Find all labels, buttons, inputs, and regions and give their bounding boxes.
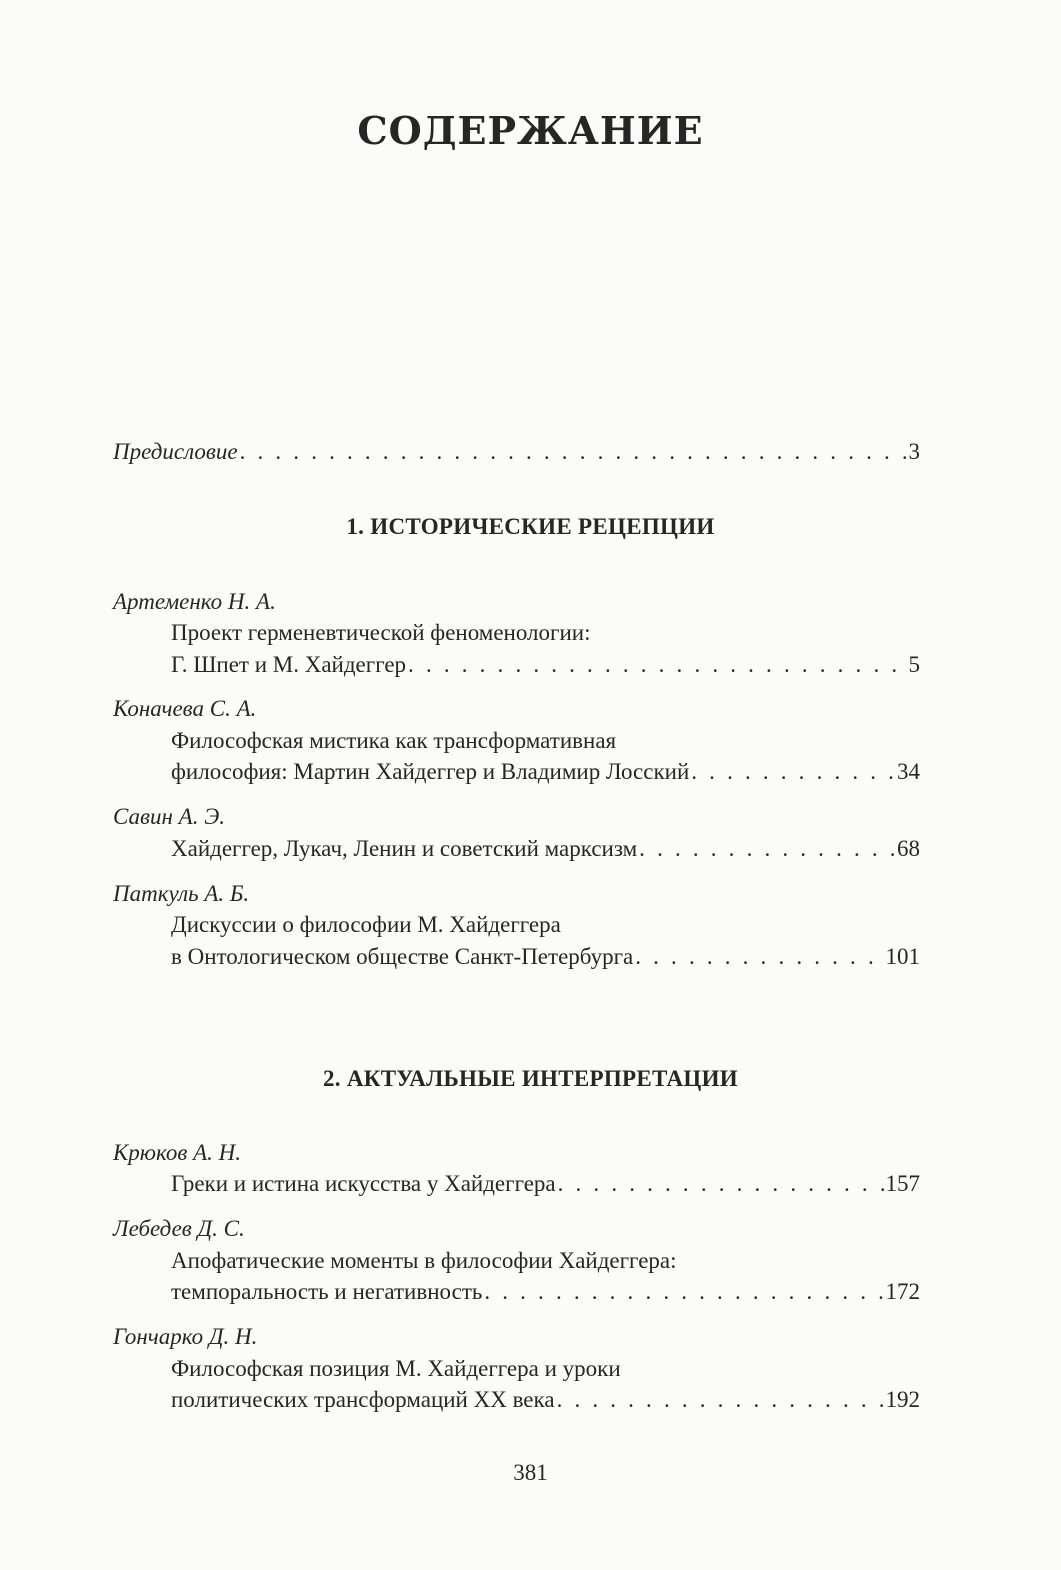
entry-title-line <box>171 1169 920 1199</box>
page-number: 381 <box>513 1460 548 1485</box>
entry-title-line <box>171 910 920 940</box>
page-ref: 101 <box>885 944 920 969</box>
leader-dots <box>635 942 883 972</box>
entry-title-text: Хайдеггер, Лукач, Ленин и советский марксизм <box>171 836 638 861</box>
entry-author: Крюков А. Н. <box>113 1140 242 1165</box>
section-heading: 1. ИСТОРИЧЕСКИЕ РЕЦЕПЦИИ <box>346 514 715 539</box>
toc-entry-preface <box>113 437 920 467</box>
entry-author: Коначева С. А. <box>113 696 257 721</box>
entry-title-text: Проект герменевтической феноменологии: <box>171 620 591 645</box>
entry-title-text: темпоральность и негативность <box>171 1279 483 1304</box>
page-ref: 34 <box>897 759 920 784</box>
leader-dots <box>639 834 895 864</box>
entry-title-text: Греки и истина искусства у Хайдеггера <box>171 1171 556 1196</box>
page-title: СОДЕРЖАНИЕ <box>357 108 704 153</box>
leader-dots <box>408 650 906 680</box>
entry-title-text: Апофатические моменты в философии Хайдеггера: <box>171 1248 677 1273</box>
page-ref: 5 <box>908 652 920 677</box>
entry-title-line <box>171 1385 920 1415</box>
entry-title-text: в Онтологическом обществе Санкт-Петербурга <box>171 944 634 969</box>
entry-author: Паткуль А. Б. <box>113 881 250 906</box>
page-ref: 172 <box>885 1279 920 1304</box>
entry-title-line <box>171 1354 920 1384</box>
page-ref: 3 <box>908 439 920 464</box>
entry-title-text: философия: Мартин Хайдеггер и Владимир Лосский <box>171 759 690 784</box>
entry-title-text: Дискуссии о философии М. Хайдеггера <box>171 912 561 937</box>
leader-dots <box>691 757 895 787</box>
page-ref: 157 <box>885 1171 920 1196</box>
entry-title-line <box>171 942 920 972</box>
entry-title-line <box>171 726 920 756</box>
entry-author: Лебедев Д. С. <box>113 1216 245 1241</box>
entry-title-text: политических трансформаций XX века <box>171 1387 555 1412</box>
entry-title-line <box>171 1277 920 1307</box>
leader-dots <box>240 437 907 467</box>
leader-dots <box>558 1169 884 1199</box>
page-ref: 68 <box>897 836 920 861</box>
entry-author: Савин А. Э. <box>113 804 226 829</box>
leader-dots <box>557 1385 884 1415</box>
entry-title-line <box>171 757 920 787</box>
entry-title-text: Г. Шпет и М. Хайдеггер <box>171 652 407 677</box>
page-ref: 192 <box>885 1387 920 1412</box>
entry-title-line <box>171 618 920 648</box>
entry-title-line <box>171 650 920 680</box>
entry-title-line <box>171 1246 920 1276</box>
entry-author: Гончарко Д. Н. <box>113 1324 258 1349</box>
section-heading: 2. АКТУАЛЬНЫЕ ИНТЕРПРЕТАЦИИ <box>322 1066 738 1091</box>
entry-title-text: Философская позиция М. Хайдеггера и уроки <box>171 1356 621 1381</box>
preface-label: Предисловие <box>113 439 238 464</box>
leader-dots <box>484 1277 883 1307</box>
entry-title-text: Философская мистика как трансформативная <box>171 728 617 753</box>
entry-title-line <box>171 834 920 864</box>
entry-author: Артеменко Н. А. <box>113 589 276 614</box>
